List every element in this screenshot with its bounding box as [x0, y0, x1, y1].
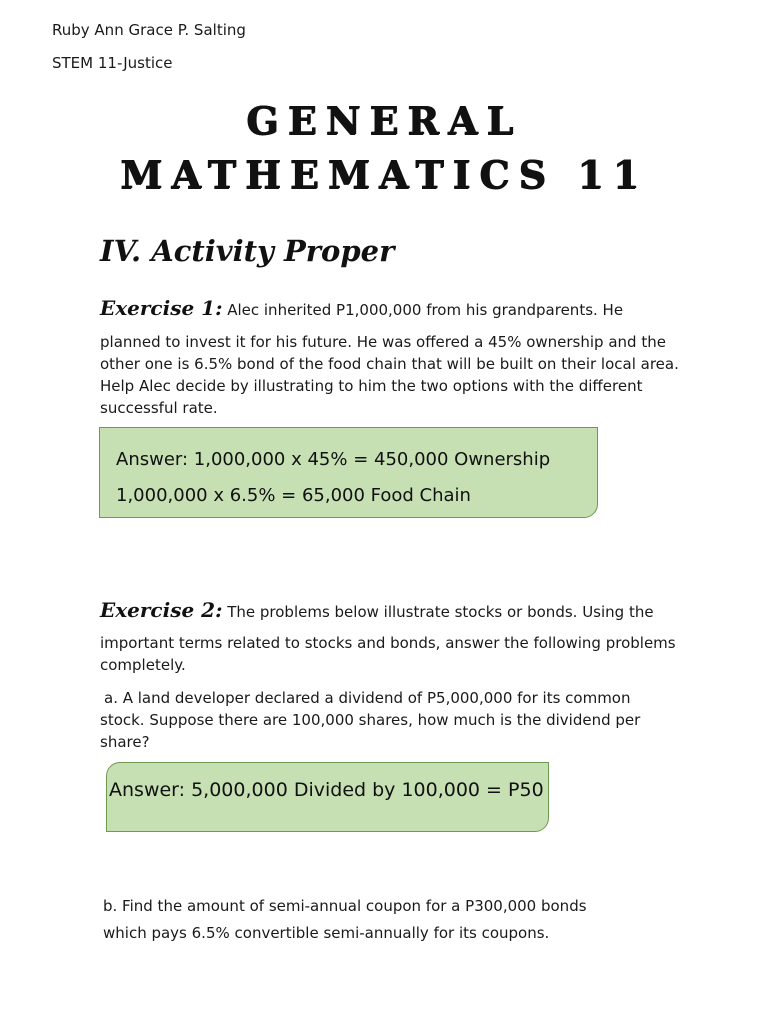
exercise-2-text-first-line: The problems below illustrate stocks or bonds. Using the	[222, 603, 654, 621]
exercise-1-answer-line-1: Answer: 1,000,000 x 45% = 450,000 Ownership	[116, 449, 551, 470]
exercise-1-text-first-line: Alec inherited P1,000,000 from his grandparents. He	[222, 301, 624, 319]
exercise-2-text: important terms related to stocks and bonds, answer the following problems completely.	[100, 634, 676, 674]
exercise-2-item-b-line-1: b. Find the amount of semi-annual coupon for a P300,000 bonds	[103, 897, 587, 915]
exercise-2-label: Exercise 2:	[100, 598, 223, 622]
section-heading: IV. Activity Proper	[100, 234, 395, 268]
class-section: STEM 11-Justice	[52, 54, 173, 72]
exercise-2-item-a: a. A land developer declared a dividend of P5,000,000 for its common stock. Suppose there are 100,000 shares, how much is the dividend per share?	[100, 689, 641, 751]
student-name: Ruby Ann Grace P. Salting	[52, 21, 246, 39]
document-title-line-1: GENERAL	[246, 98, 522, 143]
exercise-2-intro	[100, 598, 690, 623]
document-title-line-2: MATHEMATICS 11	[120, 152, 648, 197]
exercise-1-label: Exercise 1:	[100, 296, 223, 320]
exercise-2a-answer-box	[106, 762, 549, 832]
exercise-1-text: planned to invest it for his future. He was offered a 45% ownership and the other one is 6.5% bond of the food chain that will be built on their local area. Help Alec decide by illustrating to him the two options with the different successful rate.	[100, 333, 679, 417]
exercise-1-intro	[100, 296, 690, 321]
exercise-1-answer-line-2: 1,000,000 x 6.5% = 65,000 Food Chain	[116, 485, 471, 506]
exercise-1-answer-box	[99, 427, 598, 518]
exercise-2a-answer: Answer: 5,000,000 Divided by 100,000 = P50	[109, 779, 544, 801]
exercise-2-item-b-line-2: which pays 6.5% convertible semi-annually for its coupons.	[103, 924, 550, 942]
